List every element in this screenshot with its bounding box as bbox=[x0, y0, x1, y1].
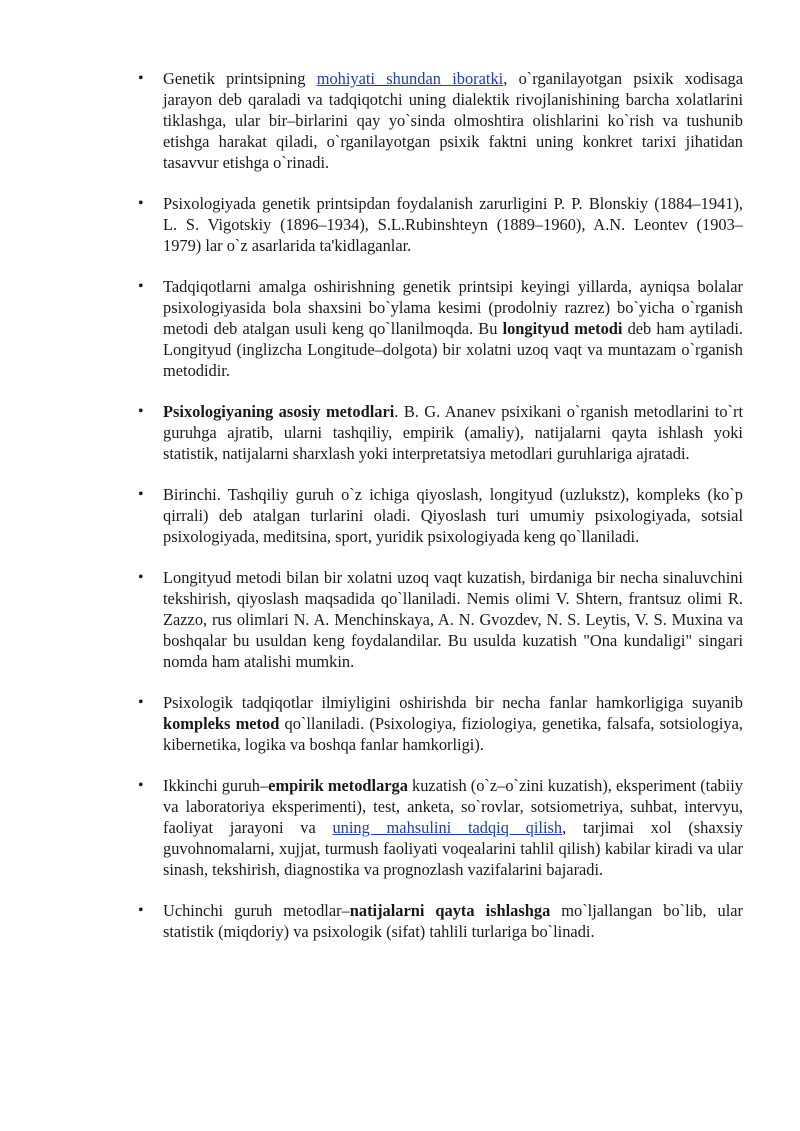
bold-term: empirik metodlarga bbox=[268, 776, 408, 795]
list-item bbox=[138, 900, 743, 942]
paragraph-text: . B. G. Ananev psixikani o`rganish metodlarini to`rt guruhga ajratib, ularni tashqiliy, empirik (amaliy), natijalarni qayta ishlash yoki statistik, natijalarni sharxlash yoki interpretatsiya metodlari guruhlariga ajratadi. bbox=[163, 402, 744, 463]
bullet-icon: • bbox=[138, 70, 144, 87]
bullet-icon: • bbox=[138, 694, 144, 711]
bold-term: natijalarni qayta ishlashga bbox=[349, 901, 551, 920]
paragraph-text: Psixologiyada genetik printsipdan foydalanish zarurligini P. P. Blonskiy (1884–1941), L. S. Vigotskiy (1896–1934), S.L.Rubinshteyn (1889–1960), A.N. Leontev (1903–1979) lar o`z asarlarida ta'kidlaganlar. bbox=[163, 194, 743, 255]
paragraph-text: , tarjimai xol (shaxsiy guvohnomalarni, xujjat, turmush faoliyati voqealarini tahlil qilish) kabilar kiradi va ular sinash, tekshirish, diagnostika va prognozlash vazifalarini bajaradi. bbox=[163, 818, 743, 879]
paragraph-text: Genetik printsipning bbox=[163, 69, 317, 88]
bold-term: longityud metodi bbox=[502, 319, 623, 338]
paragraph-text: qo`llaniladi. (Psixologiya, fiziologiya, genetika, falsafa, sotsiologiya, kibernetika, logika va boshqa fanlar hamkorligi). bbox=[163, 714, 743, 754]
bullet-icon: • bbox=[138, 486, 144, 503]
bold-term: kompleks metod bbox=[163, 714, 280, 733]
paragraph-text: kuzatish (o`z–o`zini kuzatish), eksperiment (tabiiy va laboratoriya eksperimenti), test, anketa, so`rovlar, sotsiometriya, suhbat, intervyu, faoliyat jarayoni va bbox=[163, 776, 743, 837]
list-item bbox=[138, 775, 743, 880]
bullet-icon: • bbox=[138, 902, 144, 919]
bullet-icon: • bbox=[138, 777, 144, 794]
paragraph-text: Psixologik tadqiqotlar ilmiyligini oshirishda bir necha fanlar hamkorligiga suyanib bbox=[163, 693, 743, 712]
list-item bbox=[138, 276, 743, 381]
paragraph-text: Ikkinchi guruh– bbox=[163, 776, 269, 795]
list-item bbox=[138, 692, 743, 755]
list-item bbox=[138, 484, 743, 547]
paragraph-text: mo`ljallangan bo`lib, ular statistik (miqdoriy) va psixologik (sifat) tahlili turlariga bo`linadi. bbox=[163, 901, 743, 941]
list-item bbox=[138, 193, 743, 256]
list-item bbox=[138, 401, 744, 464]
paragraph-text: , o`rganilayotgan psixik xodisaga jarayon deb qaraladi va tadqiqotchi uning dialektik rivojlanishining barcha xolatlarini tiklashga, ular bir–birlarini qay yo`sinda olmoshtira olishlarini ko`rish va tushunib etishga harakat qiladi, o`rganilayotgan psixik faktni uning konkret tarixi jihatidan tasavvur etishga o`rinadi. bbox=[163, 69, 744, 172]
bold-term: Psixologiyaning asosiy metodlari bbox=[163, 402, 395, 421]
bullet-icon: • bbox=[138, 195, 144, 212]
paragraph-text: Tadqiqotlarni amalga oshirishning genetik printsipi keyingi yillarda, ayniqsa bolalar psixologiyasida bola shaxsini bo`ylama kesimi (prodolniy razrez) bo`yicha o`rganish metodi deb atalgan usuli keng qo`llanilmoqda. Bu bbox=[163, 277, 743, 338]
bullet-icon: • bbox=[138, 569, 144, 586]
bullet-icon: • bbox=[138, 403, 144, 420]
paragraph-text: Birinchi. Tashqiliy guruh o`z ichiga qiyoslash, longityud (uzlukstz), kompleks (ko`p qirrali) deb atalgan turlarini oladi. Qiyoslash turi umumiy psixologiyada, sotsial psixologiyada, meditsina, sport, yuridik psixologiyada keng qo`llaniladi. bbox=[163, 485, 743, 546]
paragraph-text: deb ham aytiladi. Longityud (inglizcha Longitude–dolgota) bir xolatni uzoq vaqt va muntazam o`rganish metodidir. bbox=[163, 319, 743, 380]
list-item bbox=[138, 567, 743, 672]
paragraph-text: Longityud metodi bilan bir xolatni uzoq vaqt kuzatish, birdaniga bir necha sinaluvchini tekshirish, qiyoslash maqsadida qo`llaniladi. Nemis olimi V. Shtern, frantsuz olimi R. Zazzo, rus olimlari N. A. Menchinskaya, A. N. Gvozdev, N. S. Leytis, V. S. Muxina va boshqalar bu usuldan keng foydalandilar. Bu usulda kuzatish "Ona kundaligi" singari nomda ham atalishi mumkin. bbox=[163, 568, 743, 671]
bullet-icon: • bbox=[138, 278, 144, 295]
list-item bbox=[138, 68, 744, 173]
bullet-list bbox=[0, 68, 800, 942]
hyperlink[interactable]: mohiyati shundan iboratki bbox=[316, 69, 504, 88]
hyperlink[interactable]: uning mahsulini tadqiq qilish bbox=[332, 818, 563, 837]
paragraph-text: Uchinchi guruh metodlar– bbox=[163, 901, 350, 920]
